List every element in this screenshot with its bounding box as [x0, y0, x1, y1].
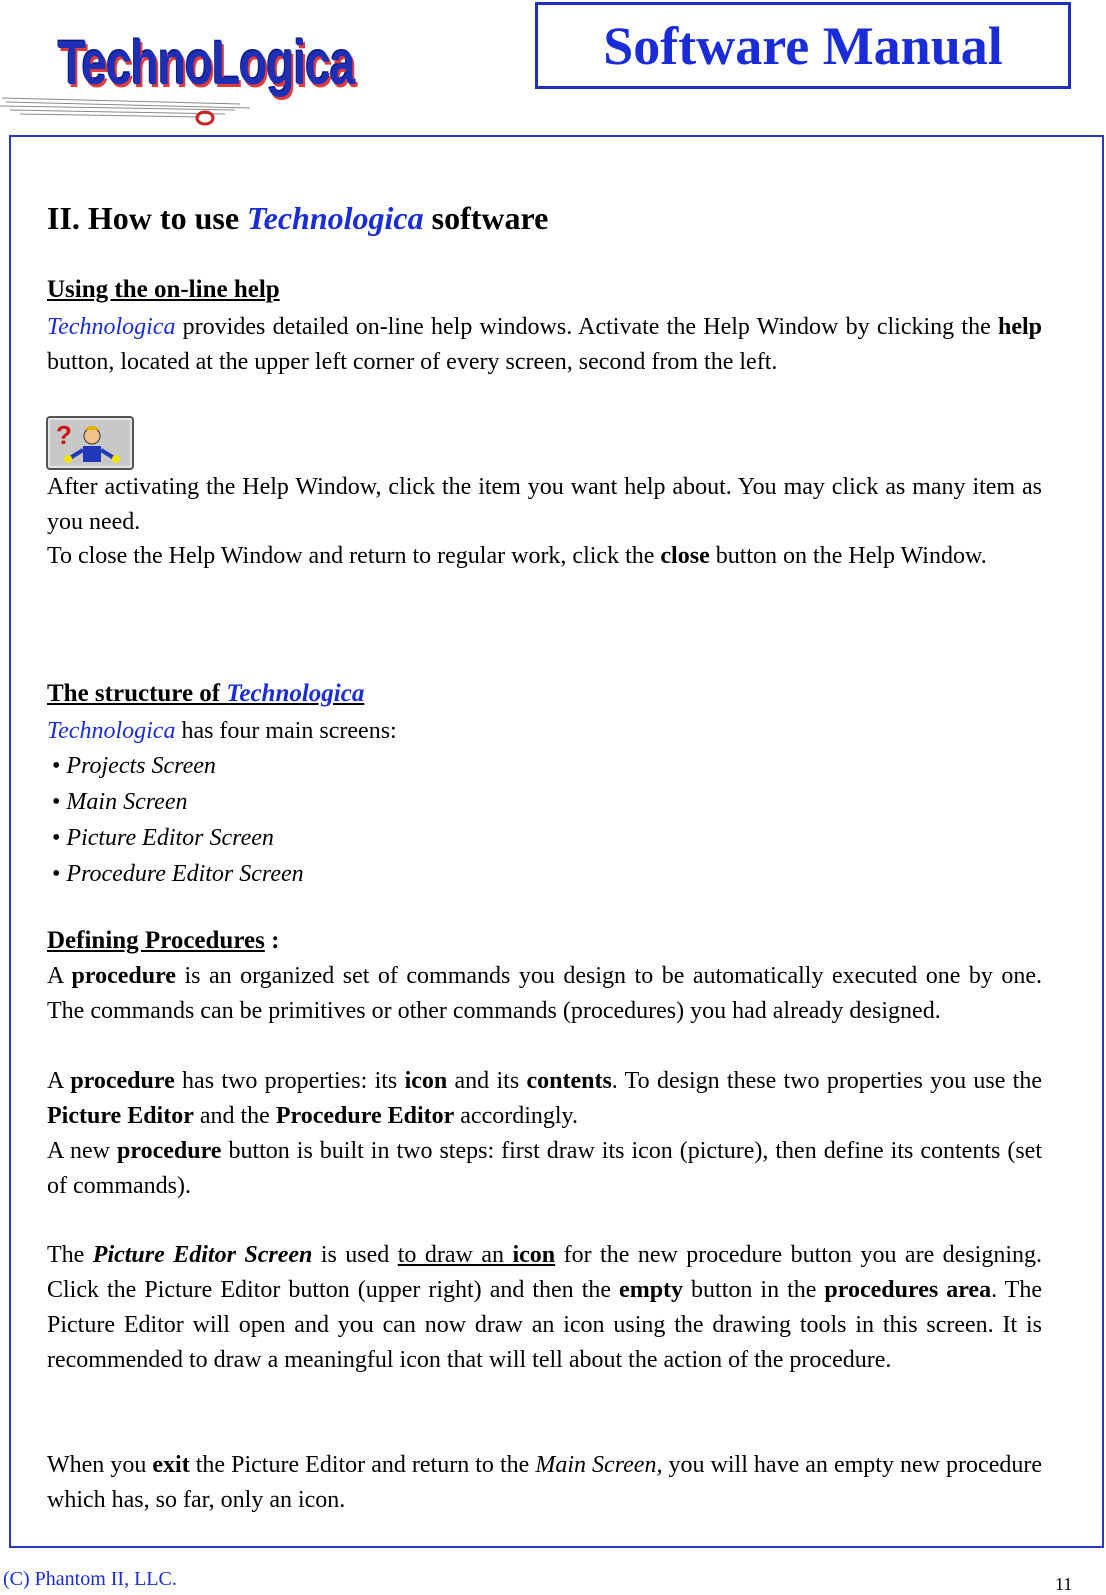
- screens-list: [52, 748, 304, 892]
- footer-copyright: (C) Phantom II, LLC.: [3, 1568, 177, 1590]
- procedures-paragraph-1: A procedure is an organized set of commands you design to be automatically executed one by one. The commands can be primitives or other commands (procedures) you had already designed.: [47, 963, 1043, 1024]
- svg-text:?: ?: [56, 420, 72, 450]
- help-button-icon: [46, 416, 134, 470]
- manual-title-box: [535, 2, 1071, 89]
- list-item: • Picture Editor Screen: [52, 825, 274, 851]
- structure-intro: Technologica has four main screens:: [47, 718, 397, 744]
- manual-title: Software Manual: [603, 15, 1003, 76]
- help-heading: Using the on-line help: [47, 276, 280, 303]
- structure-heading: The structure of Technologica: [47, 680, 365, 707]
- help-paragraph-2: After activating the Help Window, click the item you want help about. You may click as many item as you need.: [47, 474, 1042, 535]
- company-logo: [0, 8, 355, 123]
- help-paragraph-1: Technologica provides detailed on-line help windows. Activate the Help Window by clicking the help button, located at the upper left corner of every screen, second from the left.: [47, 314, 1042, 375]
- list-item: • Main Screen: [52, 789, 188, 815]
- procedures-paragraph-3: A new procedure button is built in two steps: first draw its icon (picture), then define its contents (set of commands).: [47, 1138, 1042, 1199]
- help-paragraph-3: To close the Help Window and return to regular work, click the close button on the Help Window.: [47, 543, 987, 569]
- procedures-paragraph-5: When you exit the Picture Editor and return to the Main Screen, you will have an empty new procedure which has, so far, only an icon.: [47, 1452, 1042, 1513]
- page-number: 11: [1055, 1574, 1073, 1594]
- list-item: • Procedure Editor Screen: [52, 861, 304, 887]
- procedures-paragraph-2: A procedure has two properties: its icon and its contents. To design these two properties you use the Picture Editor and the Procedure Editor accordingly.: [47, 1068, 1042, 1129]
- logo-wordmark: TechnoLogica: [58, 27, 355, 98]
- list-item: • Projects Screen: [52, 753, 216, 779]
- brand-name: Technologica: [247, 200, 424, 236]
- procedures-paragraph-4: The Picture Editor Screen is used to draw an icon for the new procedure button you are designing. Click the Picture Editor button (upper right) and then the empty button in the procedures area. The Picture Editor will open and you can now draw an icon using the drawing tools in this screen. It is recommended to draw a meaningful icon that will tell about the action of the procedure.: [47, 1242, 1043, 1373]
- procedures-heading: Defining Procedures :: [47, 927, 280, 954]
- section-title: II. How to use Technologica software: [47, 200, 549, 236]
